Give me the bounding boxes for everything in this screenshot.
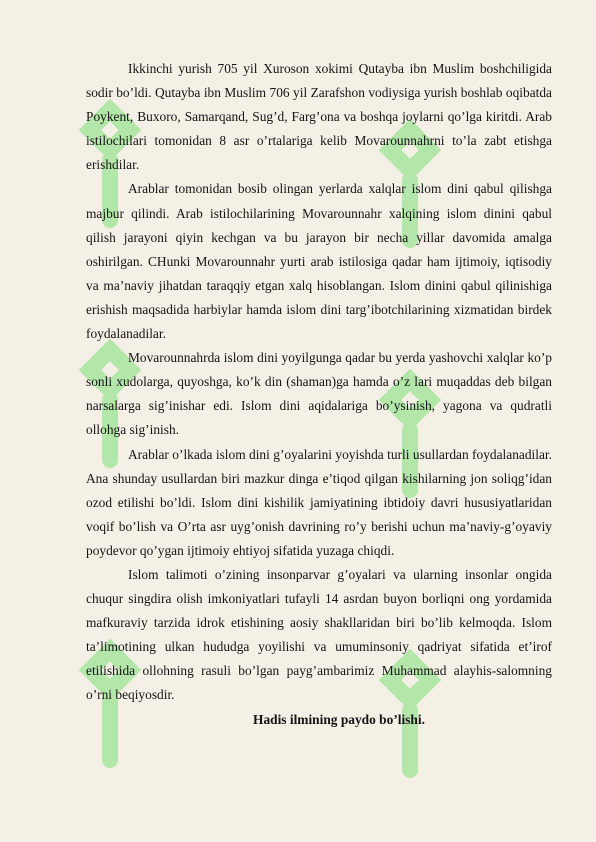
paragraph: Movarounnahrda islom dini yoyilgunga qadar bu yerda yashovchi xalqlar ko’p sonli xudolarga, quyoshga, ko’k din (shaman)ga hamda o’z lari muqaddas deb bilgan narsalarga sig’inishar edi. Islom dini aqidalariga bo’ysinish, yagona va qudratli ollohga sig’inish. [86,350,552,438]
paragraph: Ikkinchi yurish 705 yil Xuroson xokimi Qutayba ibn Muslim boshchiligida sodir bo’ldi. Qutayba ibn Muslim 706 yil Zarafshon vodiysiga yurish boshlab oqibatda Poykent, Buxoro, Samarqand, Sug’d, Farg’ona va boshqa joylarni qo’lga kiritdi. Arab istilochilari tomonidan 8 asr o’rtalariga kelib Movarounnahrni to’la zabt etishga erishdilar. [86,61,552,173]
paragraph: Arablar o’lkada islom dini g’oyalarini yoyishda turli usullardan foydalanadilar. Ana shunday usullardan biri mazkur dinga e’tiqod qilgan kishilarning jon soliqg’idan ozod etilishi bo’ldi. Islom dini kishilik jamiyatining ibtidoiy davri hususiyatlaridan voqif bo’lish va O’rta asr uyg’onish davrining ro’y berishi uchun ma’naviy-g’oyaviy poydevor qo’ygan ijtimoiy ehtiyoj sifatida yuzaga chiqdi. [86,446,552,558]
paragraph: Islom talimoti o’zining insonparvar g’oyalari va ularning insonlar ongida chuqur singdira olish imkoniyatlari tufayli 14 asrdan buyon borliqni ong yordamida mafkuraviy tarzida idrok etishining aosiy shakllaridan biri bo’lib kelmoqda. Islom ta’limotining ulkan hududga yoyilishi va umuminsoniy qadriyat sifatida et’irof etilishida ollohning rasuli bo’lgan payg’ambarimiz Muhammad alayhis-salomning o’rni beqiyosdir. [86,566,552,703]
section-heading: Hadis ilmining paydo bo’lishi. [253,711,425,727]
paragraph: Arablar tomonidan bosib olingan yerlarda xalqlar islom dini qabul qilishga majbur qilindi. Arab istilochilarining Movarounnahr xalqining islom dinini qabul qilish jarayoni qiyin kechgan va bu jarayon bir necha yillar davomida amalga oshirilgan. CHunki Movarounnahr yurti arab istilosiga qadar ham ijtimoiy, iqtisodiy va ma’naviy jihatdan taraqqiy etgan xalq hisoblangan. Islom dinini qabul qilinishiga erishish maqsadida harbiylar hamda islom dini targ’ibotchilarining xizmatidan birdek foydalanadilar. [86,181,552,342]
document-body [86,57,552,732]
